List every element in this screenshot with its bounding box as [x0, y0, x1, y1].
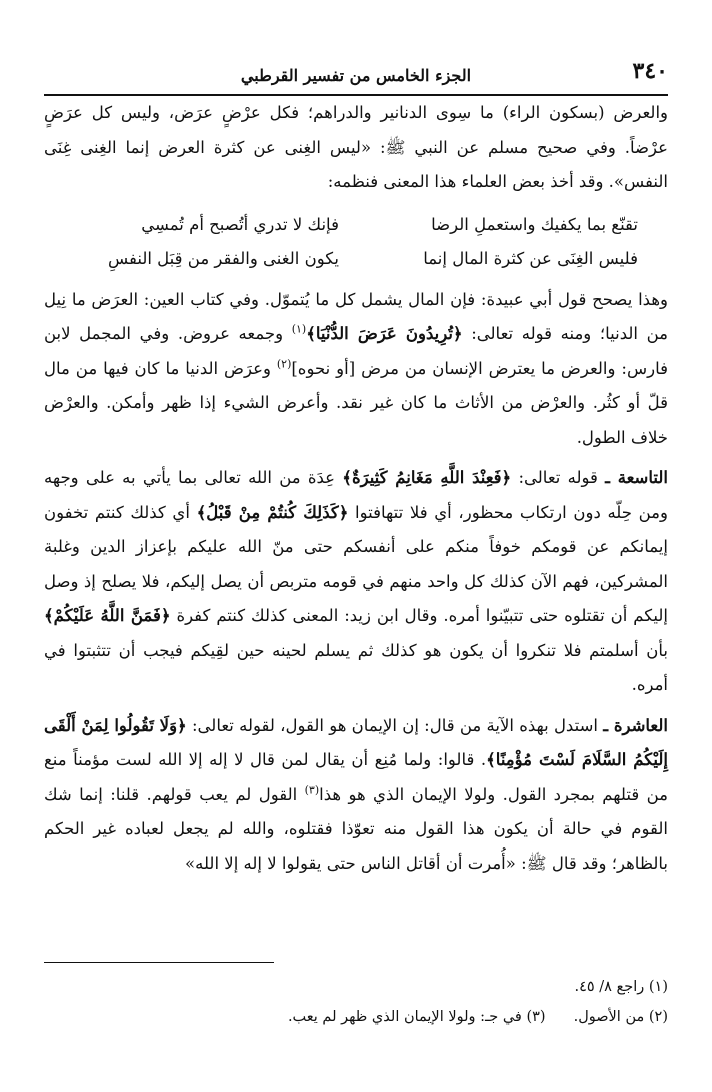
- paragraph-9th: [44, 461, 668, 703]
- quran-quote: ﴿فَمَنَّ اللَّهُ عَلَيْكُمْ﴾: [44, 606, 171, 625]
- verse-1-first-hemistich: تقنّع بما يكفيك واستعملِ الرضا: [431, 214, 638, 234]
- footnote-ref-3: (٣): [304, 783, 320, 796]
- footnote-ref-2: (٢): [276, 357, 292, 370]
- paragraph-10th-text-b: . قالوا: ولما مُنِع أن يقال لمن قال لا إله إلا الله لست مؤمناً منع من قتلهم بمجرد القول. ولولا الإيمان الذي هو هذا: [44, 750, 668, 804]
- paragraph-2-text-a: وهذا يصحح قول أبي عبيدة: فإن المال يشمل كل ما يُتموّل. وفي كتاب العين: العرَض ما نِيل من الدنيا؛ ومنه قوله تعالى:: [44, 289, 668, 343]
- poem: [44, 208, 668, 277]
- paragraph-2: [44, 283, 668, 456]
- section-lead-tenth: العاشرة ـ: [603, 715, 668, 735]
- paragraph-2-text-c: وعرَض الدنيا ما كان فيها من مال قلّ أو كثُر. والعرْض من الأثاث ما كان غير نقد. وأعرض الشيء إذا ظهر وأمكن. والعرْض خلاف الطول.: [44, 358, 668, 447]
- running-title: الجزء الخامس من تفسير القرطبي: [240, 66, 472, 85]
- quran-quote: ﴿وَلَا تَقُولُوا لِمَنْ أَلْقَى إِلَيْكُمُ السَّلَامَ لَسْتَ مُؤْمِنًا﴾: [44, 715, 668, 769]
- footnote-3: (٣) في جـ: ولولا الإيمان الذي ظهر لم يعب.: [287, 1009, 546, 1025]
- verse-2-second-hemistich: يكون الغنى والفقر من قِبَل النفسِ: [107, 249, 339, 268]
- footnote-divider: [44, 962, 274, 963]
- paragraph-2-text-b: وجمعه عروض. وفي المجمل لابن فارس: والعرض ما يعترض الإنسان من مرض [أو نحوه]: [44, 324, 668, 378]
- paragraph-1: والعرض (بسكون الراء) ما سِوى الدنانير والدراهم؛ فكل عرْضٍ عرَض، وليس كل عرَضٍ عرْضاً. وفي صحيح مسلم عن النبي ﷺ: «ليس الغِنى عن كثرة العرض إنما الغِنى غِنَى النفس». وقد أخذ بعض العلماء هذا المعنى فنظمه:: [44, 103, 668, 191]
- poem-verse-2: [44, 242, 668, 277]
- footnote-line-1: [44, 972, 668, 1002]
- verse-2-first-hemistich: فليس الغِنَى عن كثرة المال إنما: [423, 249, 638, 268]
- page-header: [44, 58, 668, 96]
- footnote-1: (١) راجع ٨/ ٤٥.: [574, 979, 668, 995]
- paragraph-9th-text-b: عِدَة من الله تعالى بما يأتي به على وجهه ومن حِلّه دون ارتكاب محظور، أي فلا تتهافتوا: [44, 468, 668, 522]
- body-text: [44, 96, 668, 881]
- quran-quote: ﴿كَذَلِكَ كُنتُمْ مِنْ قَبْلُ﴾: [196, 502, 349, 522]
- quran-quote: ﴿تُرِيدُونَ عَرَضَ الدُّنْيَا﴾: [306, 324, 463, 343]
- verse-1-second-hemistich: فإنك لا تدري أتُصبح أم تُمسِي: [141, 214, 339, 234]
- paragraph-10th-text-c: القول لم يعب قولهم. قلنا: إنما شك القوم في حالة أن يكون هذا القول منه تعوّذا فقتلوه، والله لم يجعل لعباده غير الحكم بالظاهر؛ وقد قال ﷺ: «أُمرت أن أقاتل الناس حتى يقولوا لا إله إلا الله»: [44, 784, 668, 873]
- paragraph-10th-text-a: استدل بهذه الآية من قال: إن الإيمان هو القول، لقوله تعالى:: [191, 715, 598, 735]
- quran-quote: ﴿فَعِنْدَ اللَّهِ مَغَانِمُ كَثِيرَةٌ﴾: [342, 468, 512, 487]
- footnote-ref-1: (١): [291, 322, 307, 336]
- page-number: ٣٤٠: [632, 58, 668, 84]
- footnote-2: (٢) من الأصول.: [573, 1009, 668, 1025]
- footnote-line-2: [44, 1002, 668, 1032]
- paragraph-9th-text-d: بأن أسلمتم فلا تنكروا أن يكون هو كذلك ثم يسلم لحينه حين لقِيكم فيجب أن تتثبتوا في أمره.: [44, 640, 668, 694]
- section-lead-ninth: التاسعة ـ: [605, 468, 668, 487]
- paragraph-9th-text-c: أي كذلك كنتم تخفون إيمانكم عن قومكم خوفاً منكم على أنفسكم حتى منّ الله عليكم بإعزاز الدين وغلبة المشركين، فهم الآن كذلك كل واحد منهم في قومه متربص أن يصل إليكم، فلا يصلح إذ وصل إليكم أن تقتلوه حتى تتبيّنوا أمره. وقال ابن زيد: المعنى كذلك كنتم كفرة: [44, 502, 668, 625]
- poem-verse-1: [44, 208, 668, 243]
- paragraph-10th: [44, 709, 668, 882]
- footnotes: [44, 972, 668, 1032]
- paragraph-9th-text-a: قوله تعالى:: [518, 468, 598, 487]
